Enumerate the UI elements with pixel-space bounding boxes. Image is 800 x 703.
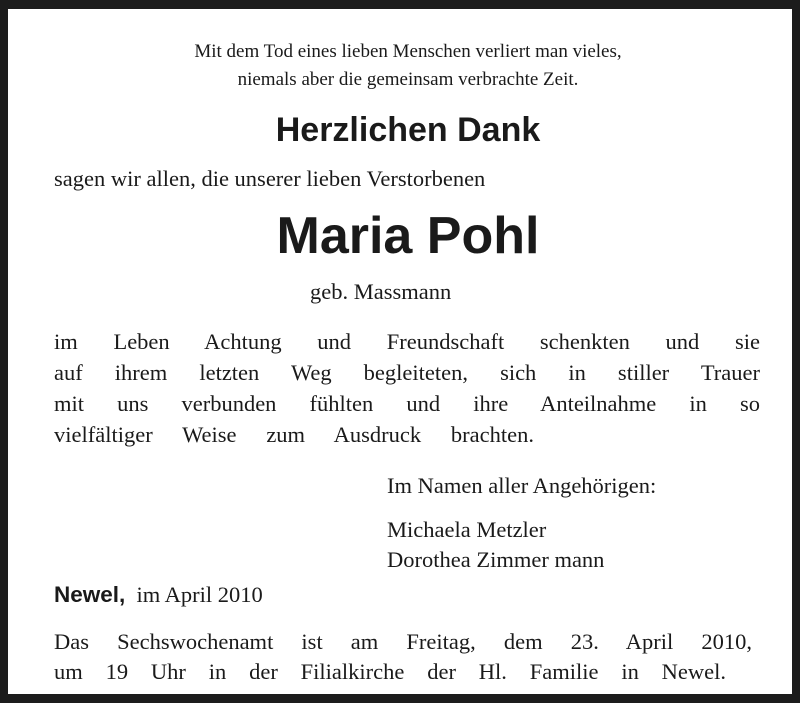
deceased-name: Maria Pohl [276,207,540,265]
signature-intro: Im Namen aller Angehörigen: [387,473,657,498]
announcement-line-2: um 19 Uhr in der Filialkirche der Hl. Familie in Newel. [54,659,726,684]
thanks-heading: Herzlichen Dank [275,111,541,149]
quote-line-2: niemals aber die gemeinsam verbrachte Zeit. [237,69,579,90]
quote-line-1: Mit dem Tod eines lieben Menschen verliert man vieles, [194,41,622,62]
thanks-text-line-4: vielfältiger Weise zum Ausdruck brachten. [54,422,534,447]
signature-name-2: Dorothea Zimmer mann [387,547,605,572]
place-date-spacer [125,582,136,607]
announcement-line-1: Das Sechswochenamt ist am Freitag, dem 23. April 2010, [54,629,752,654]
place-name: Newel, [54,582,126,607]
date-text: im April 2010 [136,582,263,607]
thanks-text-line-3: mit uns verbunden fühlten und ihre Anteilnahme in so [54,391,760,416]
thanks-text-line-2: auf ihrem letzten Weg begleiteten, sich in stiller Trauer [54,360,760,385]
birth-name: geb. Massmann [310,279,452,304]
intro-line: sagen wir allen, die unserer lieben Verstorbenen [54,166,486,191]
signature-name-1: Michaela Metzler [387,517,547,542]
thanks-text-line-1: im Leben Achtung und Freundschaft schenkten und sie [54,329,760,354]
place-date-line [54,580,263,610]
